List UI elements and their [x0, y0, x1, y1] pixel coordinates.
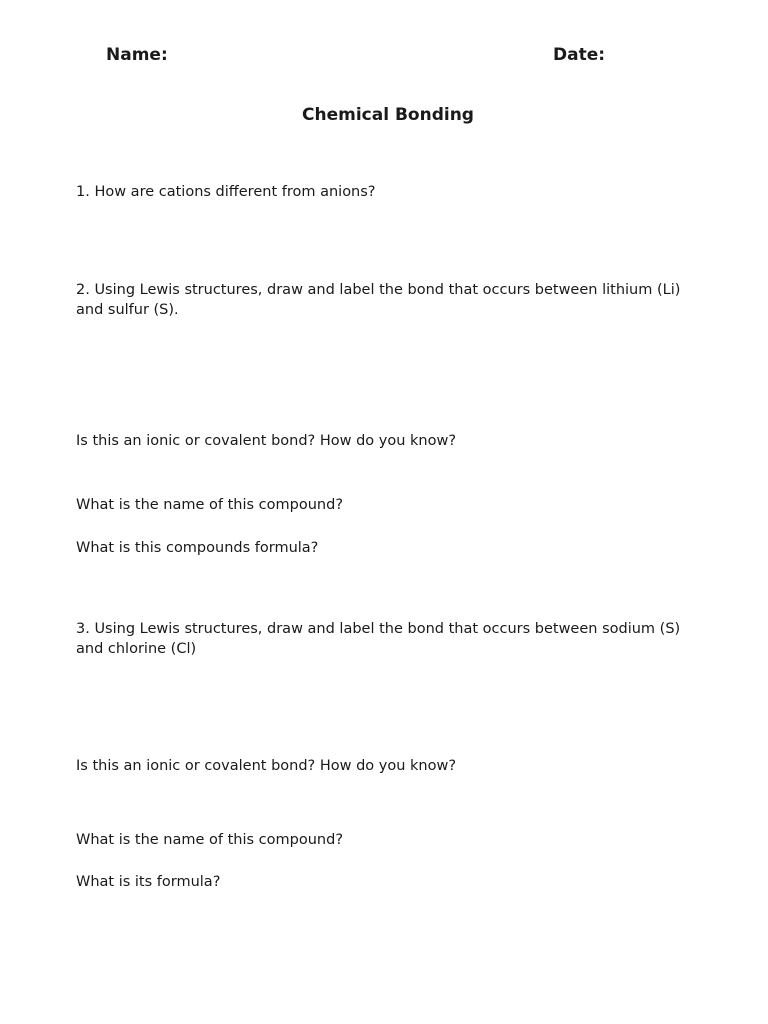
question-1: 1. How are cations different from anions?: [76, 184, 376, 200]
page-title: Chemical Bonding: [302, 105, 474, 125]
date-label: Date:: [553, 45, 606, 65]
question-3-formula: What is its formula?: [76, 874, 221, 890]
question-3: 3. Using Lewis structures, draw and label the bond that occurs between sodium (S) and chlorine (Cl): [76, 621, 681, 657]
question-2: 2. Using Lewis structures, draw and label the bond that occurs between lithium (Li) and sulfur (S).: [76, 282, 681, 318]
question-3-bond-type: Is this an ionic or covalent bond? How do you know?: [76, 758, 457, 774]
question-3-compound-name: What is the name of this compound?: [76, 832, 344, 848]
name-label: Name:: [106, 45, 168, 65]
question-2-compound-name: What is the name of this compound?: [76, 497, 344, 513]
question-2-bond-type: Is this an ionic or covalent bond? How do you know?: [76, 433, 457, 449]
question-2-formula: What is this compounds formula?: [76, 540, 319, 556]
